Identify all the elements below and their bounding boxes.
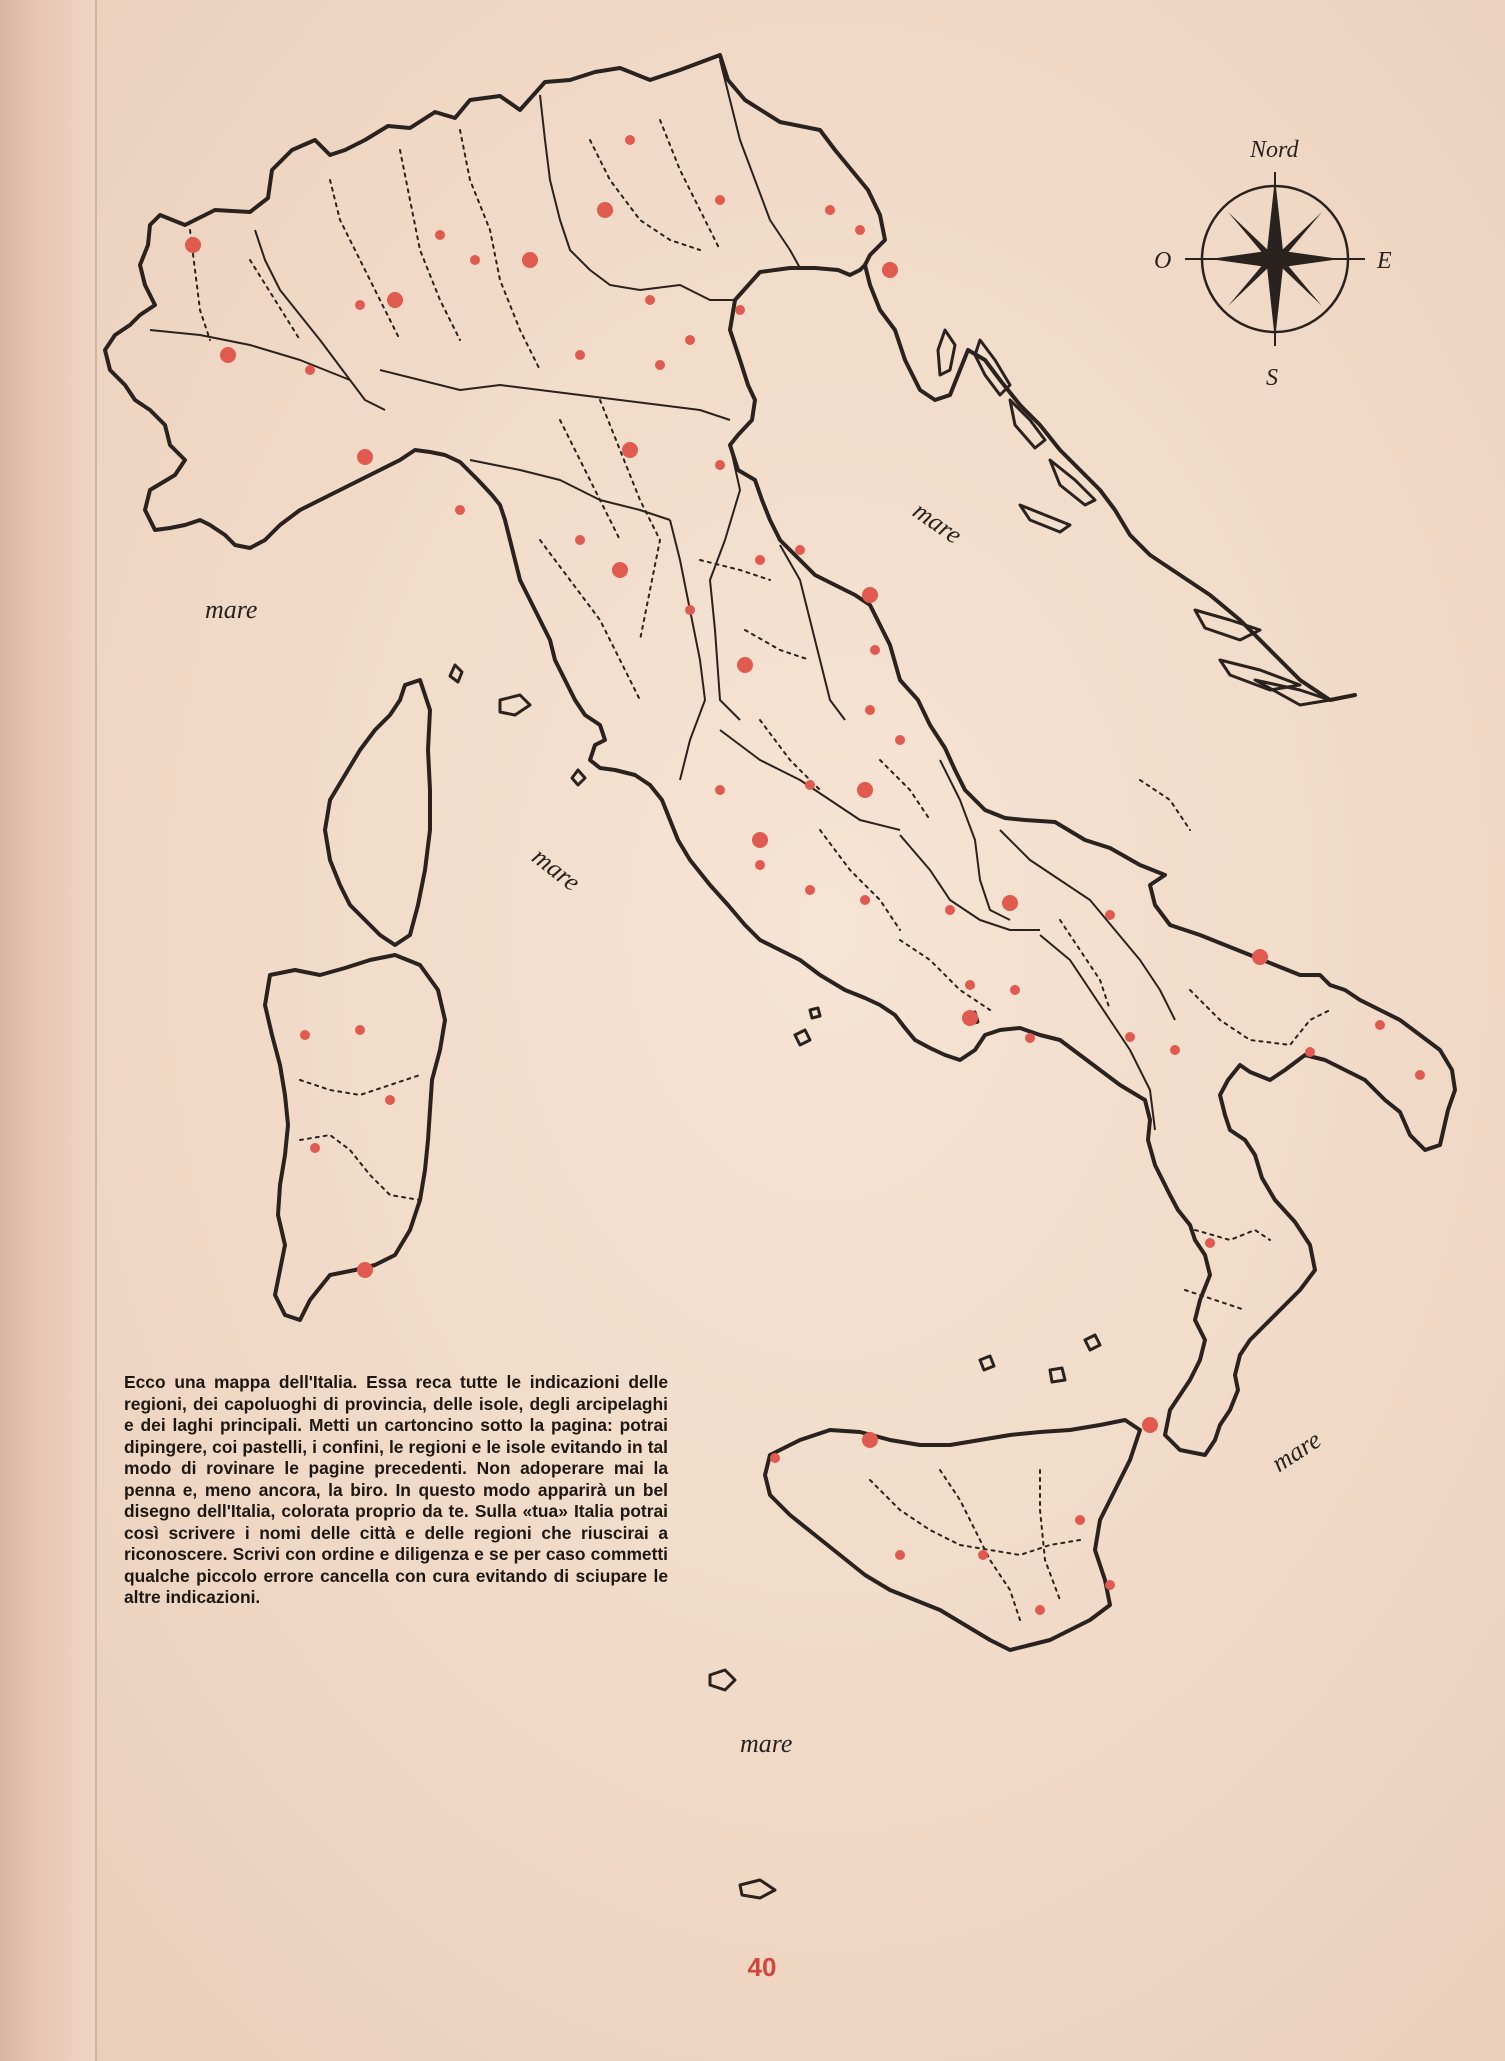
- border-emilia: [380, 370, 730, 420]
- sea-label-adriatic: mare: [907, 495, 968, 550]
- border-piemonte-lombardia: [255, 230, 385, 410]
- compass-north-label: Nord: [1250, 137, 1299, 163]
- corsica: [325, 680, 430, 945]
- compass-east-label: E: [1377, 248, 1392, 274]
- sea-label-tyrrhenian: mare: [526, 841, 586, 897]
- border-molise: [940, 760, 1010, 920]
- sea-label-tyrrhenian-north: mare: [205, 595, 258, 624]
- sardinia: [265, 955, 445, 1320]
- page-number: 40: [747, 1952, 777, 1982]
- border-friuli: [720, 60, 800, 268]
- border-basilicata: [1040, 935, 1155, 1130]
- border-puglia: [1000, 830, 1175, 1020]
- compass-west-label: O: [1154, 248, 1172, 274]
- border-veneto-lombardia: [540, 95, 735, 300]
- border-piemonte-liguria: [150, 330, 350, 380]
- border-toscana-umbria: [670, 520, 705, 780]
- description-text: Ecco una mappa dell'Italia. Essa reca tutte le indicazioni delle regioni, dei capoluoghi di provincia, delle isole, degli arcipelaghi e dei laghi principali. Metti un cartoncino sotto la pagina: potrai dipingere, coi pastelli, i confini, le regioni e le isole evitando in tal modo di rovinare le pagine precedenti. Non adoperare mai la penna e, meno ancora, la biro. In questo modo apparirà un bel disegno dell'Italia, colorata proprio da te. Sulla «tua» Italia potrai così scrivere i nomi delle città e delle regioni che riuscirai a riconoscere. Scrivi con ordine e diligenza e se per caso commetti qualche piccolo errore cancella con cura evitando di sciupare le altre indicazioni.: [124, 1372, 668, 1607]
- croatian-coast: [865, 265, 1355, 700]
- compass-rose: [1154, 137, 1392, 391]
- sea-label-mediterranean: mare: [740, 1729, 793, 1758]
- mainland-coastline: [105, 55, 1455, 1455]
- sea-label-ionian: mare: [1266, 1424, 1327, 1478]
- compass-north-arrow-icon: [1267, 178, 1283, 259]
- border-marche: [710, 445, 740, 720]
- compass-south-label: S: [1266, 365, 1278, 391]
- sicily: [765, 1420, 1140, 1650]
